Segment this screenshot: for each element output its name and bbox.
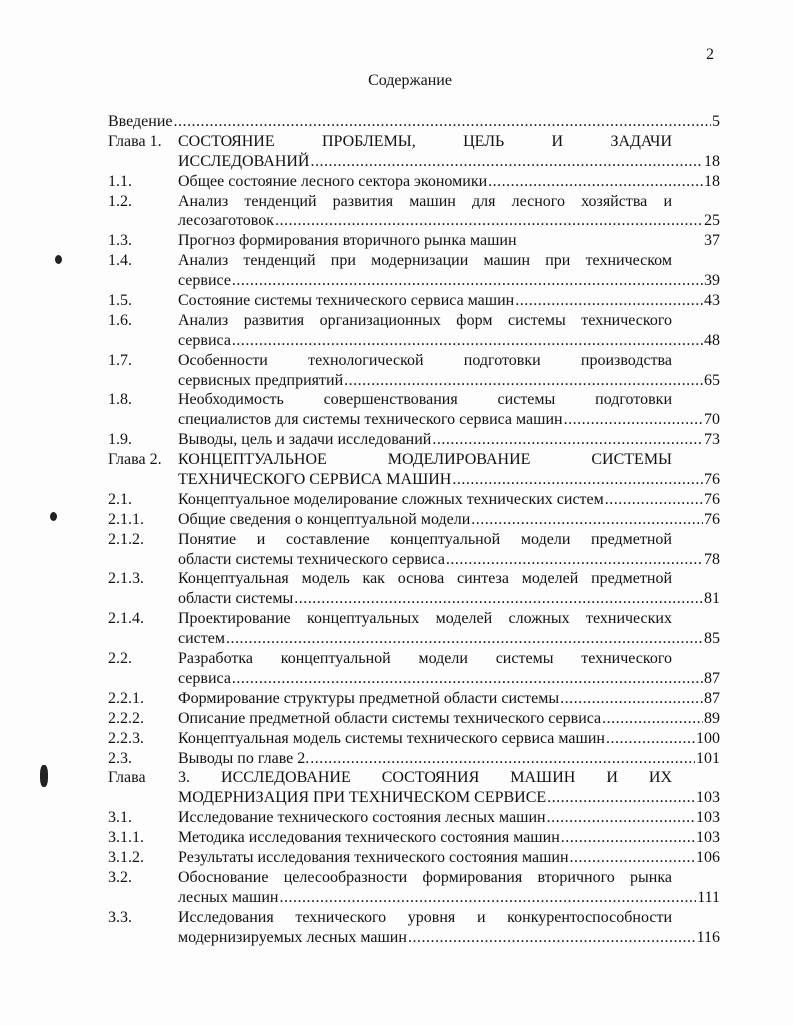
toc-entry-title-line: Концептуальная модель как основа синтеза моделей предметной <box>178 570 672 588</box>
toc-entry <box>108 132 720 172</box>
dot-leader <box>602 709 703 729</box>
toc-entry-last-line <box>178 828 720 848</box>
dot-leader <box>547 788 695 808</box>
dot-leader <box>408 928 696 948</box>
toc-entry <box>108 569 720 609</box>
toc-entry-number: 3.1.1. <box>108 829 144 847</box>
toc-entry-number: Глава <box>108 769 146 787</box>
toc-entry-number: 1.2. <box>108 192 132 210</box>
dot-leader <box>606 729 695 749</box>
toc-entry-page: 81 <box>704 590 720 608</box>
toc-entry-last-line <box>178 490 720 510</box>
toc-entry <box>108 231 720 251</box>
page-title: Содержание <box>368 72 452 89</box>
toc-entry-page: 18 <box>704 152 720 170</box>
toc-entry-page: 85 <box>704 630 720 648</box>
toc-entry-last-line <box>178 669 720 689</box>
scan-speck <box>55 255 62 264</box>
toc-entry <box>108 351 720 391</box>
toc-entry-page: 78 <box>704 550 720 568</box>
dot-leader <box>232 331 703 351</box>
toc-entry-number: 2.1.2. <box>108 530 144 548</box>
toc-entry-page: 100 <box>696 729 720 747</box>
toc-entry-last-line <box>178 709 720 729</box>
toc-entry-last-line <box>178 291 720 311</box>
toc-entry-page: 70 <box>704 411 720 429</box>
toc-entry-title-line: Общее состояние лесного сектора экономики <box>178 172 488 190</box>
toc-entry-number: 3.1.2. <box>108 848 144 866</box>
toc-entry-page: 76 <box>704 471 720 489</box>
toc-entry-title-line: Анализ тенденций при модернизации машин при техническом <box>178 252 672 270</box>
toc-entry-page: 65 <box>704 371 720 389</box>
scan-speck <box>40 765 48 787</box>
toc-entry-page: 103 <box>696 789 720 807</box>
toc-entry-page: 87 <box>704 689 720 707</box>
dot-leader <box>174 112 712 132</box>
dot-leader <box>605 490 703 510</box>
toc-entry <box>108 510 720 530</box>
toc-entry <box>108 450 720 490</box>
toc-entry-number: 2.2.2. <box>108 709 144 727</box>
toc-entry-title-line: Анализ тенденций развития машин для лесного хозяйства и <box>178 192 672 210</box>
toc-entry-title-line: сервиса <box>178 669 231 687</box>
toc-entry-page: 111 <box>697 888 720 906</box>
dot-leader <box>294 589 703 609</box>
dot-leader <box>570 848 695 868</box>
toc-entry-last-line <box>108 112 720 132</box>
toc-entry <box>108 112 720 132</box>
toc-entry-last-line <box>178 410 720 430</box>
toc-entry <box>108 649 720 689</box>
toc-entry-page: 89 <box>704 709 720 727</box>
toc-entry-number: Глава 1. <box>108 132 162 150</box>
toc-entry-title-line: Разработка концептуальной модели системы технического <box>178 650 672 668</box>
toc-entry-last-line <box>178 470 720 490</box>
toc-entry <box>108 689 720 709</box>
toc-entry-title-line: лесных машин <box>178 888 279 906</box>
toc-entry-number: 1.4. <box>108 252 132 270</box>
toc-entry-last-line <box>178 788 720 808</box>
dot-leader <box>310 749 695 769</box>
toc-entry-last-line <box>178 211 720 231</box>
toc-entry-title-line: Состояние системы технического сервиса машин <box>178 292 515 310</box>
toc-entry-number: 2.2.3. <box>108 729 144 747</box>
toc-entry-page: 76 <box>704 490 720 508</box>
dot-leader <box>226 629 703 649</box>
toc-entry-title-line: Понятие и составление концептуальной модели предметной <box>178 530 672 548</box>
toc-entry-title-line: Методика исследования технического состояния машин <box>178 829 560 847</box>
toc-entry-last-line <box>178 331 720 351</box>
toc-entry-page: 103 <box>696 809 720 827</box>
dot-leader <box>471 510 703 530</box>
toc-entry-last-line <box>178 749 720 769</box>
toc-entry-title-line: области системы технического сервиса <box>178 550 445 568</box>
toc-entry-title-line: Исследования технического уровня и конкурентоспособности <box>178 908 672 926</box>
toc-entry <box>108 609 720 649</box>
dot-leader <box>432 430 703 450</box>
toc-entry-number: 3.1. <box>108 809 132 827</box>
toc-entry-title-line: сервиса <box>178 331 231 349</box>
toc-entry-page: 37 <box>704 232 720 250</box>
toc-entry <box>108 172 720 192</box>
toc-entry-page: 25 <box>704 212 720 230</box>
toc-entry-title-line: систем <box>178 630 225 648</box>
toc-entry-page: 116 <box>696 928 720 946</box>
toc-entry <box>108 729 720 749</box>
toc-entry-page: 18 <box>704 172 720 190</box>
toc-entry-last-line <box>178 589 720 609</box>
toc-entry-title-line: Выводы, цель и задачи исследований <box>178 431 432 449</box>
dot-leader <box>561 828 695 848</box>
toc-entry-title-line: Выводы по главе 2. <box>178 749 310 767</box>
toc-entry-title-line: Особенности технологической подготовки производства <box>178 351 672 369</box>
dot-leader <box>232 271 703 291</box>
toc-entry <box>108 868 720 908</box>
toc-entry-title-line: сервисе <box>178 272 231 290</box>
toc-entry-last-line <box>178 430 720 450</box>
toc-entry-title-line: Проектирование концептуальных моделей сложных технических <box>178 610 672 628</box>
toc-entry-last-line <box>178 888 720 908</box>
toc-entry-number: Глава 2. <box>108 451 162 469</box>
toc-entry-title-line: Описание предметной области системы технического сервиса <box>178 709 602 727</box>
dot-leader <box>515 291 703 311</box>
toc-entry-title-line: СОСТОЯНИЕ ПРОБЛЕМЫ, ЦЕЛЬ И ЗАДАЧИ <box>178 132 672 150</box>
toc-entry-title-line: Необходимость совершенствования системы подготовки <box>178 391 672 409</box>
dot-leader <box>488 172 703 192</box>
toc-entry <box>108 430 720 450</box>
toc-entry-title-line: Обоснование целесообразности формирования вторичного рынка <box>178 868 672 886</box>
dot-leader <box>275 211 703 231</box>
toc-entry-title-line: Концептуальное моделирование сложных технических систем <box>178 490 604 508</box>
toc-entry-title-line: Результаты исследования технического состояния машин <box>178 848 569 866</box>
toc-entry-last-line <box>178 928 720 948</box>
toc-entry-title-line: лесозаготовок <box>178 212 274 230</box>
dot-leader <box>344 371 703 391</box>
toc-entry <box>108 291 720 311</box>
toc-entry-number: 3.3. <box>108 908 132 926</box>
toc-entry-last-line <box>178 371 720 391</box>
toc-entry-page: 87 <box>704 669 720 687</box>
toc-entry-last-line <box>178 729 720 749</box>
toc-entry-last-line <box>178 689 720 709</box>
toc-entry <box>108 251 720 291</box>
toc-entry <box>108 390 720 430</box>
toc-entry-page: 48 <box>704 331 720 349</box>
toc-entry-title-line: КОНЦЕПТУАЛЬНОЕ МОДЕЛИРОВАНИЕ СИСТЕМЫ <box>178 451 672 469</box>
dot-leader <box>452 470 703 490</box>
table-of-contents <box>108 112 720 947</box>
toc-entry-number: 1.7. <box>108 351 132 369</box>
dot-leader <box>564 410 703 430</box>
toc-entry <box>108 530 720 570</box>
dot-leader <box>560 689 703 709</box>
toc-entry-number: 1.8. <box>108 391 132 409</box>
toc-entry <box>108 192 720 232</box>
dot-leader <box>279 888 696 908</box>
scan-speck <box>50 512 57 521</box>
toc-entry-last-line <box>178 848 720 868</box>
toc-entry-page: 76 <box>704 510 720 528</box>
toc-entry-last-line <box>178 271 720 291</box>
toc-entry-number: 2.1.3. <box>108 570 144 588</box>
toc-entry-last-line <box>178 510 720 530</box>
toc-entry-title-line: области системы <box>178 590 294 608</box>
toc-entry-title-line: Прогноз формирования вторичного рынка машин <box>178 232 517 250</box>
toc-entry-number: 2.2. <box>108 650 132 668</box>
toc-entry-title-line: 3. ИССЛЕДОВАНИЕ СОСТОЯНИЯ МАШИН И ИХ <box>178 769 672 787</box>
toc-entry-title-line: ТЕХНИЧЕСКОГО СЕРВИСА МАШИН <box>178 471 452 489</box>
toc-entry <box>108 808 720 828</box>
toc-entry-number: 1.5. <box>108 292 132 310</box>
toc-entry-last-line <box>178 629 720 649</box>
toc-entry-number: 3.2. <box>108 868 132 886</box>
dot-leader <box>547 808 695 828</box>
toc-entry-title-line: Концептуальная модель системы технического сервиса машин <box>178 729 605 747</box>
toc-entry-title-line: Общие сведения о концептуальной модели <box>178 510 471 528</box>
page-number: 2 <box>706 46 714 63</box>
toc-entry-page: 39 <box>704 272 720 290</box>
toc-entry-title-line: Исследование технического состояния лесных машин <box>178 809 546 827</box>
toc-entry <box>108 311 720 351</box>
toc-entry-last-line <box>178 152 720 172</box>
toc-entry <box>108 908 720 948</box>
toc-entry <box>108 848 720 868</box>
toc-entry-page: 5 <box>712 113 720 130</box>
dot-leader <box>232 669 703 689</box>
toc-entry <box>108 768 720 808</box>
toc-entry-title-line: сервисных предприятий <box>178 371 344 389</box>
toc-entry <box>108 709 720 729</box>
toc-entry-last-line <box>178 172 720 192</box>
toc-entry <box>108 828 720 848</box>
toc-entry-title-line: Формирование структуры предметной области системы <box>178 689 560 707</box>
toc-entry-number: 2.2.1. <box>108 689 144 707</box>
toc-entry-title-line: Анализ развития организационных форм системы технического <box>178 311 672 329</box>
toc-entry <box>108 490 720 510</box>
toc-entry-page: 73 <box>704 431 720 449</box>
toc-entry-title-line: Введение <box>108 113 173 130</box>
toc-entry-title-line: специалистов для системы технического сервиса машин <box>178 411 563 429</box>
toc-entry-number: 2.1. <box>108 490 132 508</box>
toc-entry-number: 2.1.1. <box>108 510 144 528</box>
toc-entry-number: 2.3. <box>108 749 132 767</box>
toc-entry-title-line: модернизируемых лесных машин <box>178 928 407 946</box>
toc-entry-number: 1.9. <box>108 431 132 449</box>
dot-leader <box>446 550 703 570</box>
toc-entry-last-line <box>178 231 720 251</box>
toc-entry-page: 103 <box>696 829 720 847</box>
toc-entry-title-line: МОДЕРНИЗАЦИЯ ПРИ ТЕХНИЧЕСКОМ СЕРВИСЕ <box>178 789 547 807</box>
toc-entry <box>108 749 720 769</box>
toc-entry-last-line <box>178 550 720 570</box>
toc-entry-last-line <box>178 808 720 828</box>
toc-entry-number: 1.1. <box>108 172 132 190</box>
toc-entry-title-line: ИССЛЕДОВАНИЙ <box>178 152 310 170</box>
toc-entry-number: 1.3. <box>108 232 132 250</box>
toc-entry-page: 101 <box>696 749 720 767</box>
toc-entry-page: 43 <box>704 292 720 310</box>
toc-entry-page: 106 <box>696 848 720 866</box>
toc-entry-number: 2.1.4. <box>108 610 144 628</box>
toc-entry-number: 1.6. <box>108 311 132 329</box>
dot-leader <box>310 152 703 172</box>
